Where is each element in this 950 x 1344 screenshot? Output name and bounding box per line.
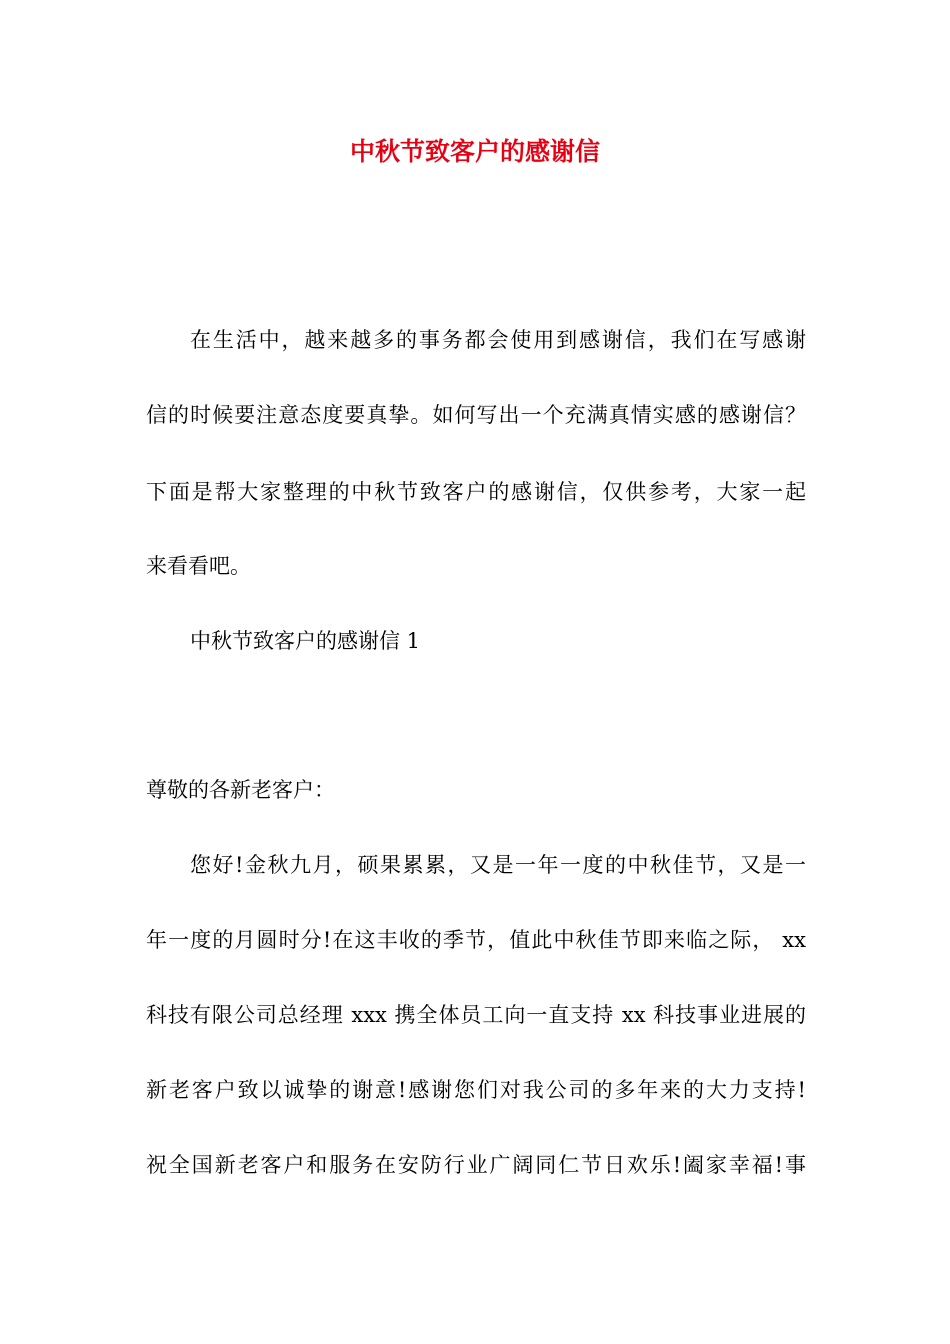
paragraph-line: 祝全国新老客户和服务在安防行业广阔同仁节日欢乐!阖家幸福!事	[146, 1153, 806, 1177]
paragraph-line: 科技有限公司总经理 xxx 携全体员工向一直支持 xx 科技事业进展的	[146, 1003, 806, 1027]
paragraph-line: 在生活中，越来越多的事务都会使用到感谢信，我们在写感谢	[190, 328, 806, 352]
paragraph-line: 下面是帮大家整理的中秋节致客户的感谢信，仅供参考，大家一起	[146, 480, 806, 504]
paragraph-line: 您好!金秋九月，硕果累累，又是一年一度的中秋佳节，又是一	[190, 853, 806, 877]
paragraph-line: 来看看吧。	[146, 554, 251, 578]
section-heading: 中秋节致客户的感谢信 1	[190, 629, 421, 653]
paragraph-line: 年一度的月圆时分!在这丰收的季节，值此中秋佳节即来临之际， xx	[146, 928, 806, 952]
salutation: 尊敬的各新老客户：	[146, 778, 335, 802]
paragraph-line: 信的时候要注意态度要真挚。如何写出一个充满真情实感的感谢信？	[146, 403, 806, 427]
document-title: 中秋节致客户的感谢信	[349, 137, 600, 166]
paragraph-line: 新老客户致以诚挚的谢意!感谢您们对我公司的多年来的大力支持!	[146, 1078, 806, 1102]
